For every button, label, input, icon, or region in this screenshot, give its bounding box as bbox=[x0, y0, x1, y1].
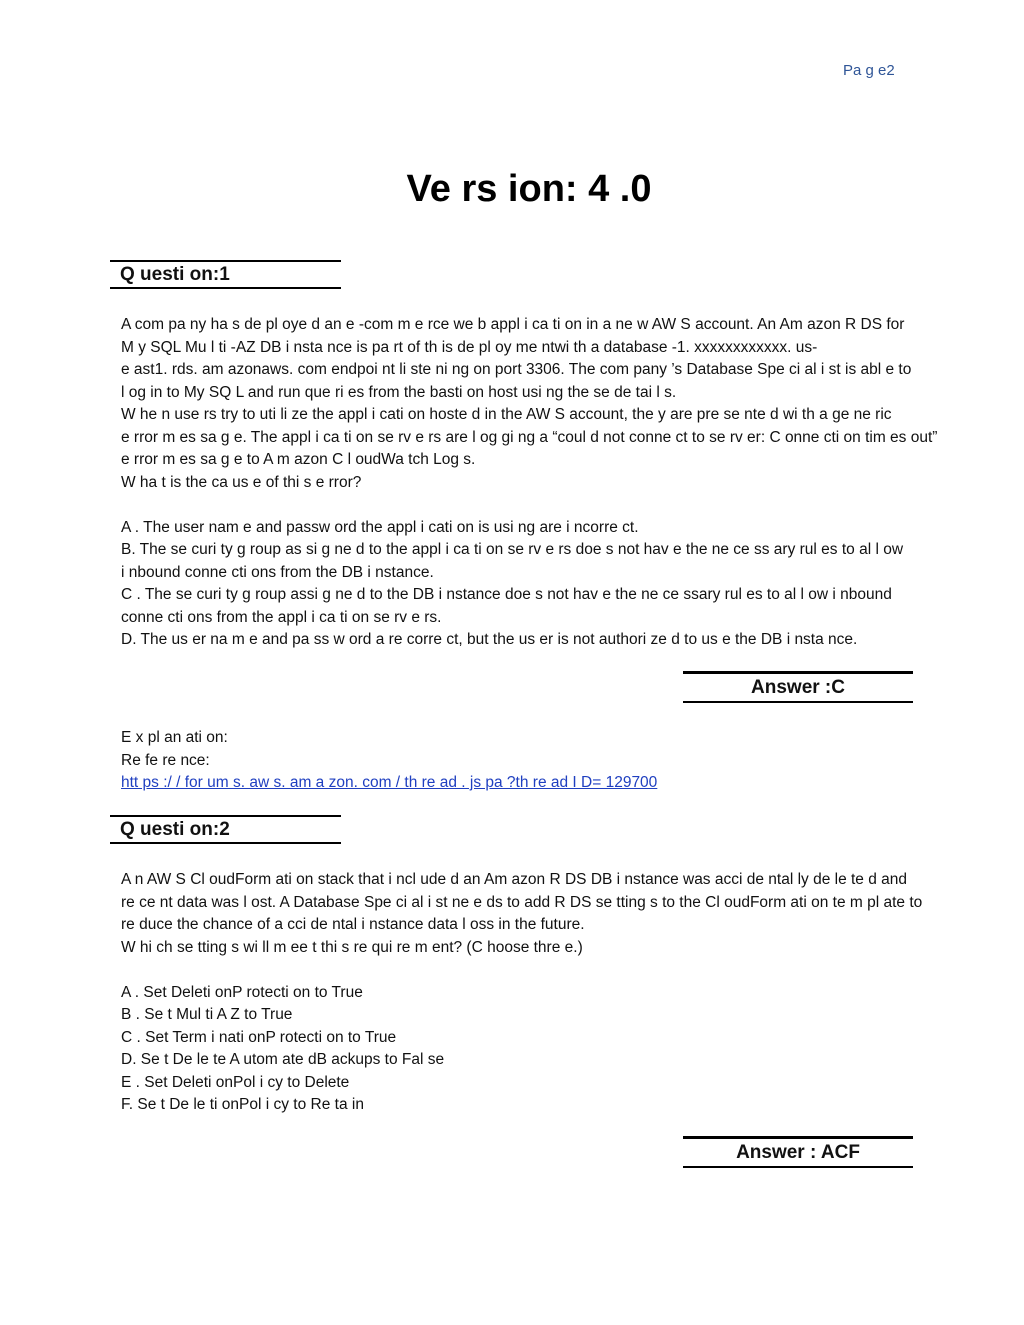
question-2-option-f: F. Se t De le ti onPol i cy to Re ta in bbox=[121, 1096, 364, 1113]
question-2-option-b: B . Se t Mul ti A Z to True bbox=[121, 1006, 293, 1023]
question-1-stem-line: A com pa ny ha s de pl oye d an e -com m e rce we b appl i ca ti on in a ne w AW S account. An Am azon R DS for bbox=[121, 316, 905, 333]
question-2-answer: Answer : ACF bbox=[683, 1136, 913, 1168]
question-1-stem-line: e ast1. rds. am azonaws. com endpoi nt li ste ni ng on port 3306. The com pany ’s Database Spe ci al i st is abl e to bbox=[121, 361, 912, 378]
reference-label: Re fe re nce: bbox=[121, 751, 210, 769]
question-1-option-b: B. The se curi ty g roup as si g ne d to the appl i ca ti on se rv e rs doe s not hav e the ne ce ss ary rul es to al l ow bbox=[121, 541, 904, 558]
question-1-stem-line: W he n use rs try to uti li ze the appl i cati on hoste d in the AW S account, the y are pre se nte d wi th a ge ne ric bbox=[121, 406, 892, 423]
question-2-option-d: D. Se t De le te A utom ate dB ackups to Fal se bbox=[121, 1051, 445, 1068]
question-1-option-a: A . The user nam e and passw ord the appl i cati on is usi ng are i ncorre ct. bbox=[121, 518, 639, 536]
question-1-option-c-cont: conne cti ons from the appl i ca ti on se rv e rs. bbox=[121, 608, 442, 626]
question-1-heading: Q uesti on:1 bbox=[110, 260, 341, 289]
question-1-stem-line: W ha t is the ca us e of thi s e rror? bbox=[121, 473, 362, 491]
question-2-option-a: A . Set Deleti onP rotecti on to True bbox=[121, 983, 363, 1001]
explanation-label: E x pl an ati on: bbox=[121, 729, 228, 746]
question-2-stem-line: W hi ch se tting s wi ll m ee t thi s re qui re m ent? (C hoose thre e.) bbox=[121, 938, 583, 956]
question-1-stem bbox=[121, 314, 1011, 652]
question-2-option-e: E . Set Deleti onPol i cy to Delete bbox=[121, 1073, 350, 1091]
question-2-stem-line: A n AW S Cl oudForm ati on stack that i ncl ude d an Am azon R DS DB i nstance was acci de ntal ly de le te d and bbox=[121, 871, 908, 888]
question-1-stem-line: e rror m es sa g e. The appl i ca ti on se rv e rs are l og gi ng a “coul d not conne ct to se rv er: C onne cti on tim es out” bbox=[121, 428, 938, 446]
question-1-option-c: C . The se curi ty g roup assi g ne d to the DB i nstance doe s not hav e the ne ce ssary rul es to al l ow i nbound bbox=[121, 586, 892, 603]
question-2-heading: Q uesti on:2 bbox=[110, 815, 341, 844]
question-2-option-c: C . Set Term i nati onP rotecti on to True bbox=[121, 1028, 397, 1046]
question-2-stem-line: re duce the chance of a cci de ntal i nstance data l oss in the future. bbox=[121, 916, 585, 933]
question-2-stem-line: re ce nt data was l ost. A Database Spe ci al i st ne e ds to add R DS se tting s to the Cl oudForm ati on te m pl ate to bbox=[121, 893, 923, 911]
question-1-stem-line: M y SQL Mu l ti -AZ DB i nsta nce is pa rt of th is de pl oy me ntwi th a database -1. xxxxxxxxxxxx. us- bbox=[121, 338, 818, 356]
question-1-stem-line: e rror m es sa g e to A m azon C l oudWa tch Log s. bbox=[121, 451, 476, 468]
page-number: Pa g e2 bbox=[843, 62, 895, 79]
question-2-stem bbox=[121, 869, 1011, 1117]
question-1-explanation bbox=[121, 727, 1011, 795]
reference-link[interactable]: htt ps :/ / for um s. aw s. am a zon. com / th re ad . js pa ?th re ad I D= 129700 bbox=[121, 774, 658, 791]
question-1-answer: Answer :C bbox=[683, 671, 913, 703]
question-1-stem-line: l og in to My SQ L and run que ri es from the basti on host usi ng the se de tai l s. bbox=[121, 383, 677, 401]
question-1-option-d: D. The us er na m e and pa ss w ord a re corre ct, but the us er is not authori ze d to us e the DB i nsta nce. bbox=[121, 631, 858, 648]
question-1-option-b-cont: i nbound conne cti ons from the DB i nstance. bbox=[121, 563, 434, 581]
version-title: Ve rs ion: 4 .0 bbox=[406, 168, 652, 210]
